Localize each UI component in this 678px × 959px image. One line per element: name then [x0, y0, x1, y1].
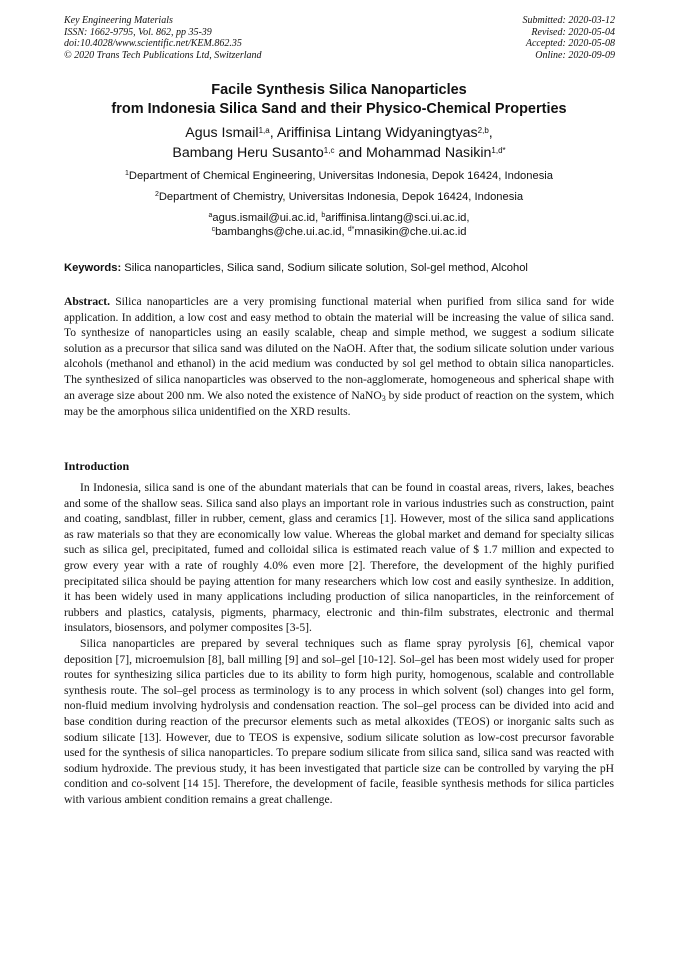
email-marker: b [321, 212, 326, 219]
keywords-text: Silica nanoparticles, Silica sand, Sodium silicate solution, Sol-gel method, Alcohol [121, 262, 528, 274]
affiliation-marker: 1 [124, 170, 129, 177]
copyright-line: © 2020 Trans Tech Publications Ltd, Switzerland [64, 49, 262, 61]
issn-line: ISSN: 1662-9795, Vol. 862, pp 35-39 [64, 26, 212, 38]
email-marker: d* [347, 226, 355, 233]
email-line-1 [40, 211, 638, 225]
email-address[interactable]: mnasikin@che.ui.ac.id [354, 226, 467, 238]
title-line-1: Facile Synthesis Silica Nanoparticles [211, 82, 467, 98]
paper-title [40, 81, 638, 119]
journal-info [64, 15, 262, 61]
author-separator: and [334, 145, 367, 161]
affiliation-2 [40, 190, 638, 204]
affiliation-text: Department of Chemistry, Universitas Indonesia, Depok 16424, Indonesia [158, 191, 524, 203]
abstract-text: Silica nanoparticles are a very promising functional material when purified from silica sand for wide application. In addition, a low cost and easy method to obtain the material will be increasing the value of silica sand. To synthesize of nanoparticles using an easily scalable, cheap and simple method, we suggest a sodium silicate solution as a precursor that silica sand was diluted on the NaOH. After that, the sodium silicate solution under various alcohols (methanol and ethanol) in the acid medium was conducted by sol gel method to obtain silica nanoparticles. The synthesized of silica nanoparticles was observed to the non-agglomerate, homogeneous and spherical shape with an average size about 200 nm. We also noted the existence of NaNO [64, 295, 614, 402]
author-line-1 [40, 123, 638, 143]
keywords [64, 261, 624, 275]
email-address[interactable]: agus.ismail@ui.ac.id, [212, 212, 322, 224]
revised-date: Revised: 2020-05-04 [531, 26, 615, 38]
author-name: Ariffinisa Lintang Widyaningtyas [276, 125, 478, 141]
author-name: Mohammad Nasikin [366, 145, 492, 161]
online-date: Online: 2020-09-09 [535, 49, 615, 61]
journal-name: Key Engineering Materials [64, 15, 173, 26]
affiliation-marker: 2 [154, 191, 159, 198]
submitted-date: Submitted: 2020-03-12 [522, 15, 615, 26]
author-separator: , [488, 125, 493, 141]
author-affil-marker: 1,a [258, 126, 270, 135]
author-list [40, 123, 638, 163]
abstract [64, 294, 614, 420]
author-emails [40, 211, 638, 239]
email-address[interactable]: bambanghs@che.ui.ac.id, [215, 226, 348, 238]
affiliation-1 [40, 169, 638, 183]
introduction-paragraph-2: Silica nanoparticles are prepared by several techniques such as flame spray pyrolysis [6], chemical vapor deposition [7], microemulsion [8], ball milling [9] and sol–gel [10-12]. Sol–gel has been most widely used for proper routes for synthesizing silica particles due to its ability to form high purity, homogenous, scalable and controllable synthesis route. The sol–gel process as terminology is to any process in which solvent (sol) changes into gel form, non-fluid medium involving hydrolysis and condensation reaction. The sol–gel process can be divided into acid and base condition during reaction of the precursor elements such as metal alkoxides (TEOS) or inorganic salts such as sodium silicate [13]. However, due to TEOS is expensive, sodium silicate solution as low-cost precursor favorable used for the synthesis of silica nanoparticles. To prepare sodium silicate from silica sand, silica sand was reacted with sodium hydroxide. The previous study, it has been investigated that particle size can be controlled by varying the pH condition and co-solvent [14 15]. Therefore, the development of facile, feasible synthesis methods for silica particles with various ambient condition remains a great challenge. [64, 636, 614, 806]
doi-line[interactable]: doi:10.4028/www.scientific.net/KEM.862.35 [64, 38, 242, 49]
title-line-2: from Indonesia Silica Sand and their Physico-Chemical Properties [111, 101, 567, 117]
email-line-2 [40, 225, 638, 239]
accepted-date: Accepted: 2020-05-08 [525, 38, 615, 49]
abstract-label: Abstract. [64, 295, 111, 308]
abstract-subscript: 3 [381, 393, 386, 403]
author-line-2 [40, 143, 638, 163]
author-affil-marker: 1,c [323, 146, 335, 155]
introduction-heading: Introduction [64, 459, 130, 473]
author-name: Bambang Heru Susanto [172, 145, 324, 161]
email-address[interactable]: ariffinisa.lintang@sci.ui.ac.id, [325, 212, 470, 224]
abstract-text-end: by side product of reaction on the system, which may be the amorphous silica unidentified on the XRD results. [64, 388, 614, 419]
keywords-label: Keywords: [64, 262, 122, 274]
publication-dates [523, 15, 616, 61]
author-affil-marker: 2,b [477, 126, 489, 135]
author-separator: , [269, 125, 277, 141]
introduction-paragraph-1: In Indonesia, silica sand is one of the abundant materials that can be found in coastal areas, rivers, lakes, beaches and some of the shallow seas. Silica sand also plays an important role in various industries such as construction, paint and coating, sandblast, filler in rubber, cement, glass and ceramics [1]. However, most of the silica sand applications as raw materials so that they are economically low value. Whereas the global market and demand for specialty silicas such as silica gel, precipitated, fumed and colloidal silica is estimated reach value of $ 1.7 million and expected to grow every year with a rate of roughly 4.0% even more [2]. Therefore, the development of the highly purified precipitated silica should be paying attention for many researchers which low cost and easily synthesize. In addition, it has been widely used in many applications including production of silica nanoparticles, in the reinforcement of rubbers and plastics, catalysis, pigments, pharmacy, electronic and thin-film substrates, electronic and thermal insulators, biosensors, and polymer composites [3-5]. [64, 481, 614, 635]
author-affil-marker: 1,d* [491, 146, 506, 155]
author-name: Agus Ismail [185, 125, 259, 141]
affiliation-text: Department of Chemical Engineering, Universitas Indonesia, Depok 16424, Indonesia [128, 170, 554, 182]
email-marker: c [211, 226, 216, 233]
email-marker: a [208, 212, 213, 219]
introduction-body [64, 480, 614, 807]
